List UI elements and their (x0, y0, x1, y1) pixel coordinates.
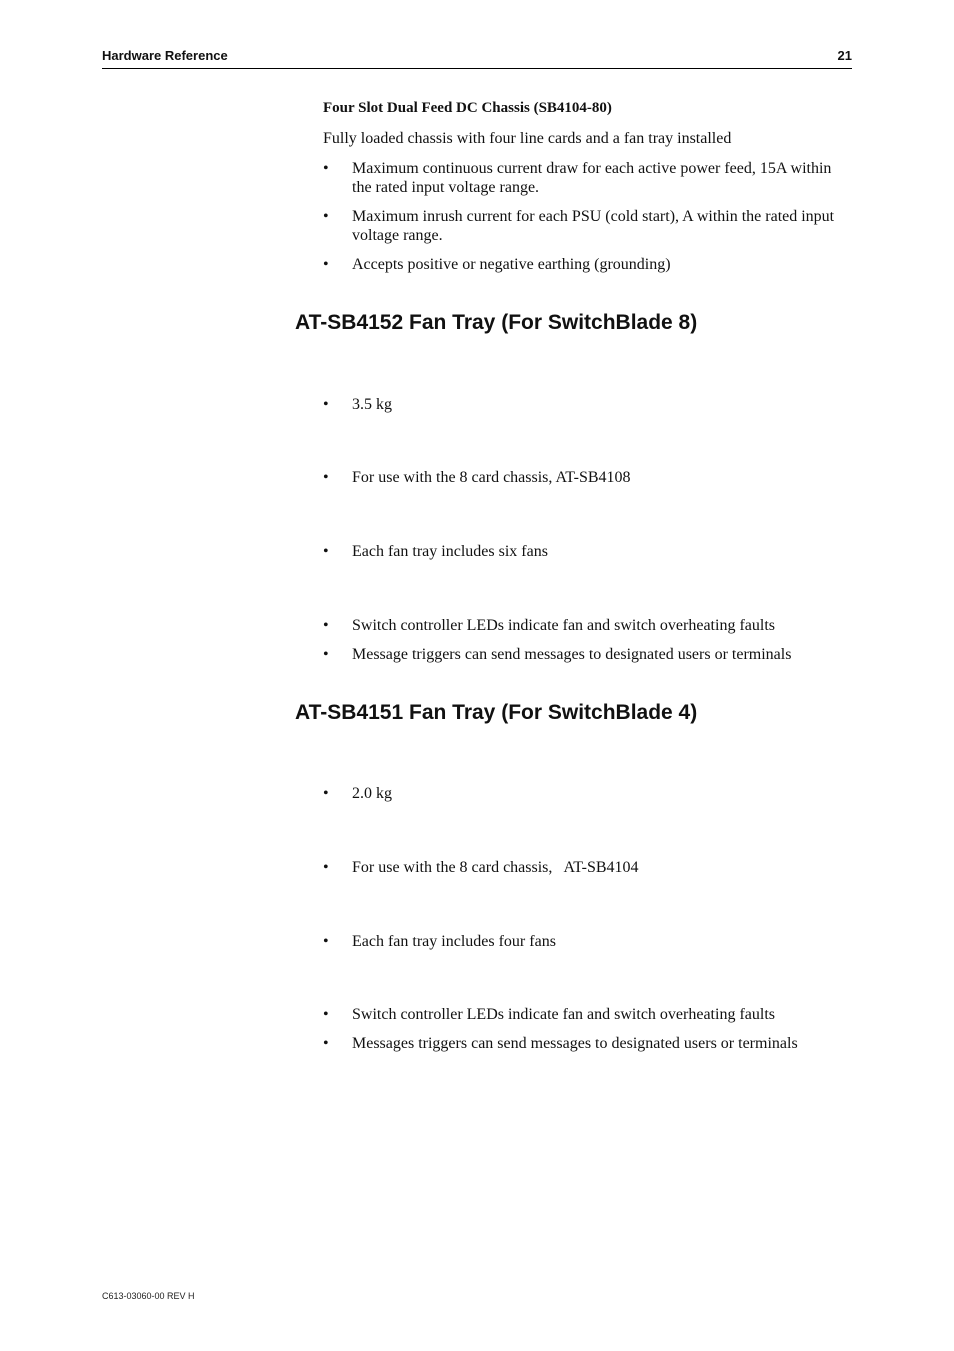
bullet-icon: • (323, 617, 329, 634)
dc-chassis-intro: Fully loaded chassis with four line cards and a fan tray installed (323, 130, 732, 147)
bullet-icon: • (323, 1006, 329, 1023)
section-heading-fan-tray-4: AT-SB4151 Fan Tray (For SwitchBlade 4) (295, 701, 698, 724)
bullet-icon: • (323, 543, 329, 560)
bullet-icon: • (323, 396, 329, 413)
list-item-text: Maximum inrush current for each PSU (cold start), A within the rated input voltage range. (352, 208, 835, 244)
list-item-text: Switch controller LEDs indicate fan and switch overheating faults (352, 617, 775, 634)
list-item-text: Messages triggers can send messages to designated users or terminals (352, 1035, 798, 1052)
bullet-icon: • (323, 160, 329, 177)
page-header (102, 48, 852, 69)
footer-doc-id: C613-03060-00 REV H (102, 1291, 195, 1301)
list-item-text: Accepts positive or negative earthing (grounding) (352, 256, 671, 273)
bullet-icon: • (323, 859, 329, 876)
list-item-text: Message triggers can send messages to designated users or terminals (352, 646, 792, 663)
bullet-icon: • (323, 646, 329, 663)
bullet-icon: • (323, 469, 329, 486)
list-item-text: 3.5 kg (352, 396, 392, 413)
section-heading-fan-tray-8: AT-SB4152 Fan Tray (For SwitchBlade 8) (295, 311, 698, 334)
dc-chassis-heading: Four Slot Dual Feed DC Chassis (SB4104-80) (323, 100, 612, 116)
list-item-text: Maximum continuous current draw for each active power feed, 15A within the rated input voltage range. (352, 160, 832, 196)
list-item-text: Each fan tray includes six fans (352, 543, 548, 560)
list-item-text: Switch controller LEDs indicate fan and switch overheating faults (352, 1006, 775, 1023)
bullet-icon: • (323, 256, 329, 273)
bullet-icon: • (323, 785, 329, 802)
page-number: 21 (837, 48, 852, 63)
header-title: Hardware Reference (102, 48, 228, 63)
list-item-text: 2.0 kg (352, 785, 392, 802)
bullet-icon: • (323, 208, 329, 225)
bullet-icon: • (323, 1035, 329, 1052)
bullet-icon: • (323, 933, 329, 950)
list-item-text: For use with the 8 card chassis, AT-SB4104 (352, 859, 639, 876)
list-item-text: Each fan tray includes four fans (352, 933, 556, 950)
list-item-text: For use with the 8 card chassis, AT-SB4108 (352, 469, 631, 486)
